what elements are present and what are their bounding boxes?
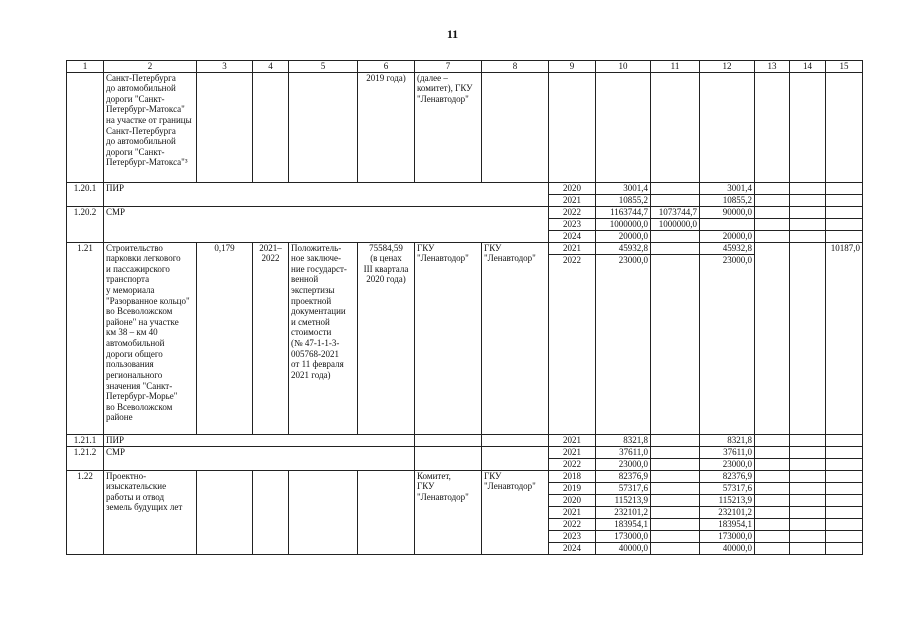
header-cell: 13 [755,61,790,73]
value-cell: 2022 [549,518,596,530]
empty-cell [790,206,826,218]
contractor-cell [482,242,549,434]
text-line: работы и отвод [106,491,165,502]
value-cell: 183954,1 [700,518,755,530]
empty-cell [651,194,700,206]
empty-cell [755,194,790,206]
text-line: Санкт-Петербурга [106,125,176,136]
empty-cell [755,518,790,530]
customer-cell [415,72,482,182]
empty-cell [596,72,651,182]
empty-cell [826,230,863,242]
text-line: "Ленавтодор" [484,481,536,492]
value-cell: 37611,0 [700,446,755,458]
row-name: ПИР [104,434,415,446]
value-cell: 37611,0 [596,446,651,458]
text-line: Комитет, [417,470,451,481]
text-line: и пассажирского [106,263,170,274]
value-cell: 10855,2 [596,194,651,206]
value-cell: 1000000,0 [651,218,700,230]
value-cell: 20000,0 [596,230,651,242]
text-line: (в ценах [370,253,402,264]
text-line: дороги "Санкт- [106,146,165,157]
text-line: ГКУ [417,481,435,492]
value-cell: 23000,0 [596,254,651,434]
empty-cell [700,72,755,182]
empty-cell [755,242,790,434]
text-line: 2021 года) [291,369,331,380]
text-line: 2020 года) [366,274,406,285]
empty-cell [651,458,700,470]
empty-cell [755,182,790,194]
text-line: дороги "Санкт- [106,93,165,104]
text-line: Положитель- [291,242,342,253]
empty-cell [651,530,700,542]
table-row [67,446,863,458]
header-cell: 9 [549,61,596,73]
header-cell: 7 [415,61,482,73]
empty-cell [790,470,826,482]
table-row [67,72,863,182]
empty-cell [790,494,826,506]
empty-cell [790,182,826,194]
text-line: до автомобильной [106,83,176,94]
text-line: до автомобильной [106,136,176,147]
value-cell: 2022 [549,206,596,218]
value-cell: 82376,9 [596,470,651,482]
header-cell: 12 [700,61,755,73]
text-line: комитет), ГКУ [417,83,473,94]
empty-cell [826,194,863,206]
header-cell: 15 [826,61,863,73]
value-cell: 173000,0 [700,530,755,542]
value-cell: 2023 [549,218,596,230]
empty-cell [415,434,482,446]
value-cell: 2021 [549,194,596,206]
value-cell: 2021 [549,242,596,254]
header-cell: 5 [289,61,358,73]
capacity-cell: 0,179 [197,242,253,434]
object-name-cell [104,242,197,434]
text-line: и сметной [291,316,330,327]
value-cell: 2022 [549,254,596,434]
value-cell: 40000,0 [700,542,755,554]
empty-cell [67,72,104,182]
header-cell: 6 [358,61,415,73]
object-name-cell [104,470,197,554]
empty-cell [790,218,826,230]
text-line: во Всеволожском [106,306,173,317]
empty-cell [826,446,863,458]
empty-cell [549,72,596,182]
text-line: км 38 – км 40 [106,327,158,338]
value-cell: 2020 [549,182,596,194]
empty-cell [482,72,549,182]
table-row [67,182,863,194]
text-line: документации [291,306,346,317]
table-row [67,206,863,218]
header-cell: 8 [482,61,549,73]
empty-cell [253,470,289,554]
value-cell: 2022 [549,458,596,470]
empty-cell [651,494,700,506]
value-cell: 1073744,7 [651,206,700,218]
customer-cell [415,470,482,554]
cost-cell [358,72,415,182]
cost-cell [358,242,415,434]
header-cell: 1 [67,61,104,73]
text-line: (далее – [417,72,448,83]
text-line: III квартала [363,263,409,274]
value-cell: 3001,4 [700,182,755,194]
value-cell: 232101,2 [700,506,755,518]
text-line: 75584,59 [369,242,403,253]
budget-table [66,60,863,555]
row-number: 1.22 [67,470,104,554]
text-line: во Всеволожском [106,401,173,412]
empty-cell [755,470,790,482]
value-cell: 2023 [549,530,596,542]
row-name: ПИР [104,182,549,206]
object-name-cell [104,72,197,182]
header-cell: 11 [651,61,700,73]
empty-cell [790,194,826,206]
value-cell: 3001,4 [596,182,651,194]
row-name: СМР [104,206,549,242]
text-line: "Ленавтодор" [417,253,469,264]
empty-cell [826,542,863,554]
row-number: 1.20.2 [67,206,104,242]
empty-cell [651,506,700,518]
value-cell: 1000000,0 [596,218,651,230]
empty-cell [755,506,790,518]
text-line: ние государст- [291,263,347,274]
table-row [67,470,863,482]
empty-cell [253,72,289,182]
text-line: Санкт-Петербурга [106,72,176,83]
text-line: земель будущих лет [106,502,183,513]
text-line: парковки легкового [106,253,181,264]
value-cell: 23000,0 [700,254,755,434]
empty-cell [651,72,700,182]
empty-cell [826,530,863,542]
empty-cell [651,518,700,530]
text-line: транспорта [106,274,150,285]
empty-cell [790,458,826,470]
text-line: Строительство [106,242,163,253]
text-line: районе" на участке [106,316,179,327]
empty-cell [651,542,700,554]
empty-cell [790,506,826,518]
empty-cell [790,530,826,542]
value-cell: 90000,0 [700,206,755,218]
value-cell: 2021 [549,434,596,446]
value-cell: 183954,1 [596,518,651,530]
text-line: Петербург-Матокса" [106,104,185,115]
empty-cell [651,182,700,194]
empty-cell [755,72,790,182]
empty-cell [755,494,790,506]
empty-cell [755,530,790,542]
customer-cell [415,242,482,434]
text-line: ГКУ [484,242,502,253]
value-cell: 2024 [549,230,596,242]
page-number: 11 [446,27,459,41]
table-row [67,242,863,254]
value-cell: 115213,9 [596,494,651,506]
text-line: стоимости [291,327,332,338]
value-cell: 8321,8 [700,434,755,446]
text-line: на участке от границы [106,115,192,126]
empty-cell [651,254,700,434]
empty-cell [482,446,549,470]
value-cell: 57317,6 [596,482,651,494]
empty-cell [482,434,549,446]
empty-cell [651,470,700,482]
value-cell: 2018 [549,470,596,482]
empty-cell [826,482,863,494]
value-cell: 173000,0 [596,530,651,542]
text-line: "Ленавтодор" [417,93,469,104]
text-line: значения "Санкт- [106,380,173,391]
empty-cell [755,218,790,230]
empty-cell [790,482,826,494]
empty-cell [790,434,826,446]
value-cell: 20000,0 [700,230,755,242]
row-number: 1.21 [67,242,104,434]
header-row [67,61,863,73]
empty-cell [415,446,482,470]
value-cell: 40000,0 [596,542,651,554]
text-line: венной [291,274,319,285]
period-cell [253,242,289,434]
text-line: автомобильной [106,338,165,349]
empty-cell [358,470,415,554]
text-line: Петербург-Матокса"³ [106,157,188,168]
value-cell: 8321,8 [596,434,651,446]
text-line: 2022 [261,253,280,264]
value-cell: 232101,2 [596,506,651,518]
empty-cell [289,470,358,554]
row-name: СМР [104,446,415,470]
table-row [67,434,863,446]
row-number: 1.21.2 [67,446,104,470]
text-line: Проектно- [106,470,147,481]
text-line: (№ 47-1-1-3- [291,338,340,349]
value-cell: 57317,6 [700,482,755,494]
header-cell: 2 [104,61,197,73]
empty-cell [651,434,700,446]
empty-cell [289,72,358,182]
value-cell: 23000,0 [596,458,651,470]
value-cell: 82376,9 [700,470,755,482]
text-line: пользования [106,359,154,370]
value-cell: 2024 [549,542,596,554]
text-line: у мемориала [106,285,155,296]
empty-cell [790,542,826,554]
text-line: 2021– [259,242,282,253]
empty-cell [826,494,863,506]
empty-cell [826,218,863,230]
text-line: от 11 февраля [291,359,344,370]
text-line: "Разорванное кольцо" [106,295,190,306]
empty-cell [755,482,790,494]
empty-cell [826,458,863,470]
value-cell: 10855,2 [700,194,755,206]
empty-cell [755,446,790,458]
empty-cell [790,242,826,434]
value-cell: 23000,0 [700,458,755,470]
empty-cell [755,458,790,470]
text-line: ное заключе- [291,253,341,264]
value-cell [651,230,700,242]
text-line: дороги общего [106,348,163,359]
empty-cell [755,206,790,218]
value-cell: 45932,8 [596,242,651,254]
empty-cell [755,542,790,554]
row-number: 1.21.1 [67,434,104,446]
value-cell: 2019 [549,482,596,494]
empty-cell [790,72,826,182]
remainder-cell: 10187,0 [826,242,863,434]
header-cell: 14 [790,61,826,73]
empty-cell [790,446,826,458]
contractor-cell [482,470,549,554]
empty-cell [651,242,700,254]
empty-cell [790,518,826,530]
empty-cell [826,206,863,218]
empty-cell [651,482,700,494]
empty-cell [826,72,863,182]
header-cell: 10 [596,61,651,73]
empty-cell [755,230,790,242]
header-cell: 3 [197,61,253,73]
text-line: ГКУ [484,470,502,481]
row-number: 1.20.1 [67,182,104,206]
text-line: районе [106,412,133,423]
text-line: проектной [291,295,332,306]
header-cell: 4 [253,61,289,73]
text-line: Петербург-Морье" [106,391,178,402]
value-cell: 115213,9 [700,494,755,506]
empty-cell [826,518,863,530]
empty-cell [790,230,826,242]
text-line: 005768-2021 [291,348,339,359]
value-cell: 45932,8 [700,242,755,254]
text-line: "Ленавтодор" [484,253,536,264]
value-cell: 2020 [549,494,596,506]
text-line: экспертизы [291,285,335,296]
value-cell: 1163744,7 [596,206,651,218]
empty-cell [826,506,863,518]
empty-cell [197,470,253,554]
text-line: изыскательские [106,481,167,492]
value-cell: 2021 [549,506,596,518]
empty-cell [826,470,863,482]
empty-cell [197,72,253,182]
text-line: "Ленавтодор" [417,491,469,502]
empty-cell [755,434,790,446]
empty-cell [826,434,863,446]
text-line: регионального [106,369,163,380]
empty-cell [826,182,863,194]
value-cell: 2021 [549,446,596,458]
value-cell [700,218,755,230]
text-line: 2019 года) [366,72,406,83]
document-cell [289,242,358,434]
text-line: ГКУ [417,242,435,253]
empty-cell [651,446,700,458]
